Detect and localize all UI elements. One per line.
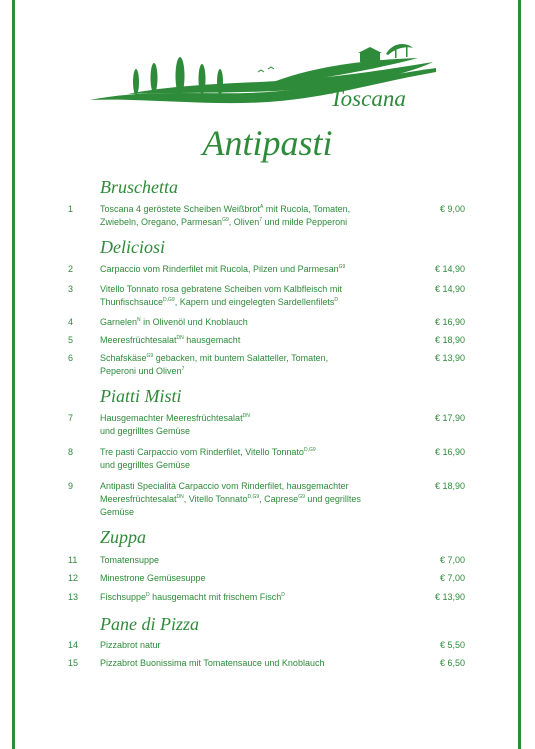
description-text: Vitello Tonnato rosa gebratene Scheiben vom Kalbfleisch mit — [100, 284, 342, 294]
description-text: Zwiebeln, Oregano, Parmesan — [100, 217, 223, 227]
item-price: € 7,00 — [439, 573, 465, 583]
item-description — [100, 412, 420, 438]
item-description — [100, 316, 420, 329]
item-price: € 18,90 — [434, 335, 465, 345]
description-text: gebacken, mit buntem Salatteller, Tomaten, — [153, 353, 329, 363]
item-number: 13 — [68, 592, 79, 602]
item-number: 6 — [68, 353, 74, 363]
description-text: , Kapern und eingelegten Sardellenfilets — [174, 297, 335, 307]
description-text: , Caprese — [259, 494, 299, 504]
item-description — [100, 591, 420, 604]
item-number: 9 — [68, 481, 74, 491]
item-price: € 14,90 — [434, 284, 465, 294]
description-text: Fischsuppe — [100, 592, 147, 602]
section-title: Piatti Misti — [100, 386, 182, 406]
description-text: Minestrone Gemüsesuppe — [100, 573, 206, 583]
allergen-code: A — [259, 204, 264, 210]
item-description — [100, 480, 420, 519]
section-title: Deliciosi — [100, 237, 165, 257]
item-price: € 17,90 — [434, 413, 465, 423]
description-text: Garnelen — [100, 317, 138, 327]
item-price: € 5,50 — [439, 640, 465, 650]
item-number: 14 — [68, 640, 79, 650]
section-title: Zuppa — [100, 527, 147, 547]
item-description — [100, 334, 420, 347]
description-text: Thunfischsauce — [100, 297, 164, 307]
allergen-code: D,G9 — [247, 494, 260, 500]
page-title: Antipasti — [202, 123, 333, 163]
item-number: 5 — [68, 335, 74, 345]
allergen-code: D — [281, 592, 285, 598]
allergen-code: D — [334, 297, 338, 303]
item-price: € 6,50 — [439, 658, 465, 668]
description-text: Meeresfrüchtesalat — [100, 494, 177, 504]
description-text: Toscana 4 geröstete Scheiben Weißbrot — [100, 204, 260, 214]
item-number: 11 — [68, 555, 78, 565]
description-text: und gegrilltes Gemüse — [100, 460, 191, 470]
allergen-code: G9 — [146, 353, 154, 359]
item-description — [100, 657, 420, 670]
item-number: 3 — [68, 284, 74, 294]
description-text: und milde Pepperoni — [262, 217, 348, 227]
description-text: hausgemacht mit frischem Fisch — [149, 592, 282, 602]
description-text: Tre pasti Carpaccio vom Rinderfilet, Vitello Tonnato — [100, 447, 304, 457]
item-price: € 13,90 — [434, 353, 465, 363]
section-title: Pane di Pizza — [100, 614, 199, 634]
item-price: € 9,00 — [439, 204, 465, 214]
brand-name: Toscana — [330, 86, 406, 111]
allergen-code: N — [137, 317, 141, 323]
allergen-code: DN — [242, 413, 250, 419]
allergen-code: 7 — [259, 217, 263, 223]
item-price: € 16,90 — [434, 317, 465, 327]
allergen-code: D,G9 — [303, 447, 316, 453]
section-title: Bruschetta — [100, 177, 178, 197]
item-description — [100, 639, 420, 652]
description-text: Hausgemachter Meeresfrüchtesalat — [100, 413, 243, 423]
description-text: Gemüse — [100, 507, 135, 517]
item-price: € 18,90 — [434, 481, 465, 491]
description-text: in Olivenöl und Knoblauch — [140, 317, 248, 327]
description-text: hausgemacht — [183, 335, 241, 345]
item-description — [100, 283, 420, 309]
allergen-code: DN — [176, 494, 184, 500]
description-text: Pizzabrot natur — [100, 640, 161, 650]
item-number: 1 — [68, 204, 74, 214]
item-number: 4 — [68, 317, 74, 327]
item-description — [100, 203, 420, 229]
description-text: Carpaccio vom Rinderfilet mit Rucola, Pilzen und Parmesan — [100, 264, 339, 274]
description-text: und gegrilltes Gemüse — [100, 426, 191, 436]
item-price: € 14,90 — [434, 264, 465, 274]
description-text: Tomatensuppe — [100, 555, 160, 565]
item-price: € 7,00 — [439, 555, 465, 565]
allergen-code: 7 — [181, 366, 185, 372]
description-text: Schafskäse — [100, 353, 147, 363]
item-description — [100, 554, 420, 567]
item-description — [100, 263, 420, 276]
allergen-code: D,G9 — [163, 297, 175, 303]
description-text: Meeresfrüchtesalat — [100, 335, 177, 345]
allergen-code: G9 — [298, 494, 305, 500]
item-number: 15 — [68, 658, 79, 668]
description-text: , Vitello Tonnato — [183, 494, 248, 504]
item-price: € 13,90 — [434, 592, 465, 602]
description-text: Pizzabrot Buonissima mit Tomatensauce und Knoblauch — [100, 658, 325, 668]
item-number: 2 — [68, 264, 74, 274]
item-number: 12 — [68, 573, 79, 583]
description-text: und gegrilltes — [304, 494, 361, 504]
item-description — [100, 572, 420, 585]
item-description — [100, 352, 420, 378]
item-description — [100, 446, 420, 472]
allergen-code: D — [146, 592, 150, 598]
item-price: € 16,90 — [434, 447, 465, 457]
item-number: 7 — [68, 413, 74, 423]
allergen-code: G9 — [222, 217, 229, 223]
description-text: , Oliven — [228, 217, 260, 227]
description-text: mit Rucola, Tomaten, — [263, 204, 351, 214]
allergen-code: DN — [176, 335, 184, 341]
description-text: Antipasti Specialità Carpaccio vom Rinderfilet, hausgemachter — [100, 481, 349, 491]
description-text: Peperoni und Oliven — [100, 366, 182, 376]
allergen-code: G9 — [338, 264, 346, 270]
item-number: 8 — [68, 447, 74, 457]
